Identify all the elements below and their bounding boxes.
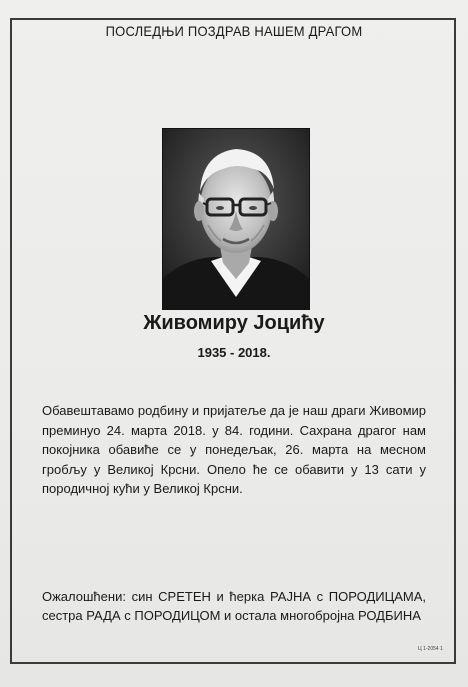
portrait-photo bbox=[162, 128, 310, 310]
mourners-text: Ожалошћени: син СРЕТЕН и ћерка РАЈНА с ПОРОДИЦАМА, сестра РАДА с ПОРОДИЦОМ и остала многобројна РОДБИНА bbox=[42, 589, 426, 623]
life-years: 1935 - 2018. bbox=[197, 345, 271, 360]
portrait-image bbox=[163, 129, 309, 309]
announcement-text: Обавештавамо родбину и пријатеље да је наш драги Живомир преминуо 24. марта 2018. у 84. години. Сахрана драгог нам покојника обавиће се у понедељак, 26. марта на месном гробљу у Великој Крсни. Опело ће се обавити у 13 сати у породичној кући у Великој Крсни. bbox=[42, 403, 426, 496]
ad-code: Ц 1-2054 1 bbox=[418, 646, 443, 652]
notice-header: ПОСЛЕДЊИ ПОЗДРАВ НАШЕМ ДРАГОМ bbox=[105, 23, 363, 40]
deceased-name: Живомиру Јоцићу bbox=[143, 312, 325, 334]
obituary-frame bbox=[10, 18, 456, 664]
